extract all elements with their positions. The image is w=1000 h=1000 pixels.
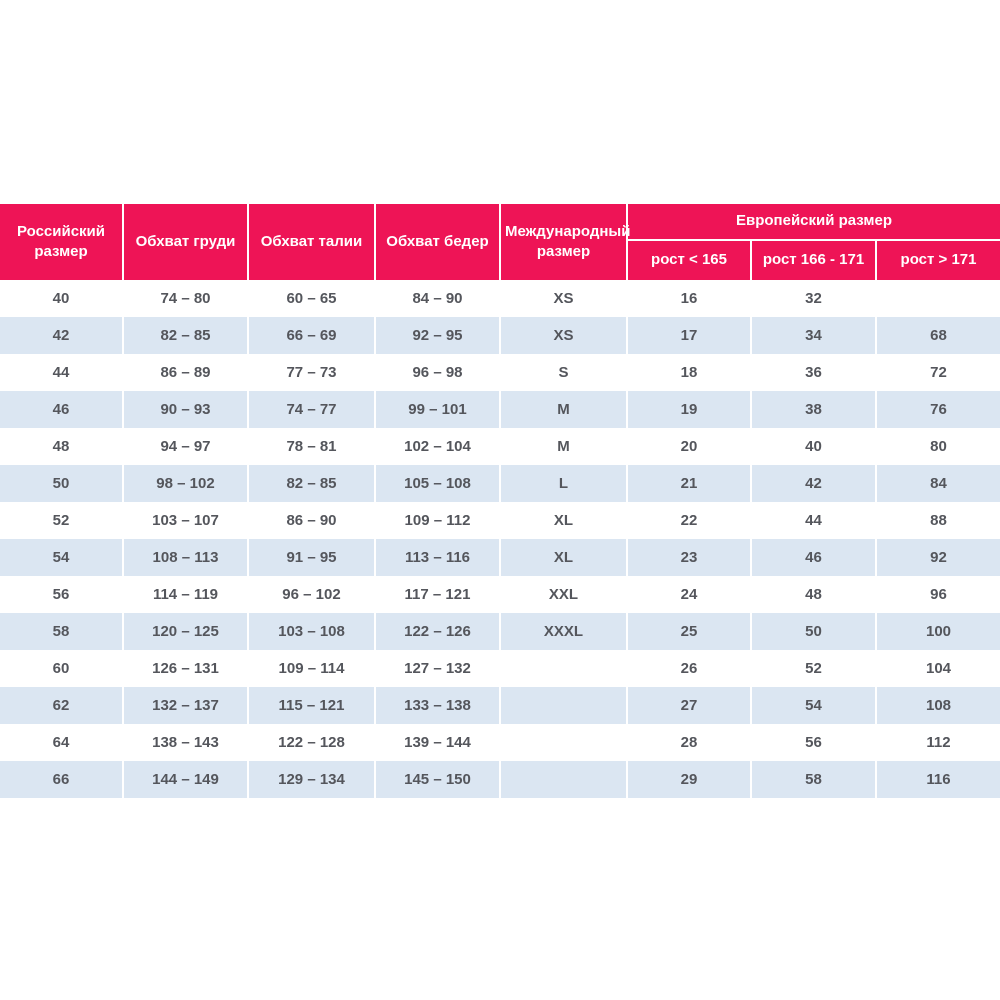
table-cell: 62 xyxy=(0,687,124,724)
table-cell: 68 xyxy=(877,317,1000,354)
table-row xyxy=(0,539,1000,576)
table-cell: 103 – 108 xyxy=(249,613,376,650)
table-cell: 46 xyxy=(752,539,877,576)
table-cell: 100 xyxy=(877,613,1000,650)
table-cell: 105 – 108 xyxy=(376,465,501,502)
table-cell: 50 xyxy=(752,613,877,650)
table-cell: 26 xyxy=(628,650,752,687)
table-cell: 96 xyxy=(877,576,1000,613)
table-cell: 91 – 95 xyxy=(249,539,376,576)
table-cell: 86 – 90 xyxy=(249,502,376,539)
table-cell: 44 xyxy=(0,354,124,391)
table-cell: 48 xyxy=(0,428,124,465)
header-chest: Обхват груди xyxy=(124,204,249,280)
table-cell: 103 – 107 xyxy=(124,502,249,539)
table-cell xyxy=(501,687,628,724)
table-cell: 27 xyxy=(628,687,752,724)
header-russian-size: Российский размер xyxy=(0,204,124,280)
table-cell: 64 xyxy=(0,724,124,761)
table-cell: 109 – 114 xyxy=(249,650,376,687)
table-cell: 80 xyxy=(877,428,1000,465)
table-cell: 46 xyxy=(0,391,124,428)
table-cell: XS xyxy=(501,317,628,354)
table-cell: XXXL xyxy=(501,613,628,650)
table-cell: 112 xyxy=(877,724,1000,761)
table-row xyxy=(0,761,1000,798)
table-cell: 109 – 112 xyxy=(376,502,501,539)
table-cell: 23 xyxy=(628,539,752,576)
table-cell: 56 xyxy=(752,724,877,761)
table-cell: 116 xyxy=(877,761,1000,798)
table-cell: 74 – 80 xyxy=(124,280,249,317)
table-cell: XL xyxy=(501,539,628,576)
table-cell: 138 – 143 xyxy=(124,724,249,761)
table-cell: 102 – 104 xyxy=(376,428,501,465)
table-cell: 113 – 116 xyxy=(376,539,501,576)
table-cell: 72 xyxy=(877,354,1000,391)
table-cell: 42 xyxy=(0,317,124,354)
header-height-166-171: рост 166 - 171 xyxy=(752,241,877,280)
table-header xyxy=(0,204,1000,280)
table-cell: 52 xyxy=(752,650,877,687)
table-cell: 54 xyxy=(0,539,124,576)
table-cell: 29 xyxy=(628,761,752,798)
table-cell: 90 – 93 xyxy=(124,391,249,428)
table-cell: 88 xyxy=(877,502,1000,539)
table-cell xyxy=(501,761,628,798)
table-cell: M xyxy=(501,428,628,465)
table-cell: 84 – 90 xyxy=(376,280,501,317)
table-cell: 92 xyxy=(877,539,1000,576)
table-cell: 34 xyxy=(752,317,877,354)
header-hips: Обхват бедер xyxy=(376,204,501,280)
table-cell: 145 – 150 xyxy=(376,761,501,798)
table-cell: 82 – 85 xyxy=(124,317,249,354)
header-waist: Обхват талии xyxy=(249,204,376,280)
table-cell: L xyxy=(501,465,628,502)
table-row xyxy=(0,428,1000,465)
table-cell: 66 xyxy=(0,761,124,798)
table-cell: 139 – 144 xyxy=(376,724,501,761)
table-cell: 122 – 128 xyxy=(249,724,376,761)
table-cell: 127 – 132 xyxy=(376,650,501,687)
header-international-size: Международный размер xyxy=(501,204,628,280)
table-cell: 78 – 81 xyxy=(249,428,376,465)
table-cell: 40 xyxy=(752,428,877,465)
table-cell: 66 – 69 xyxy=(249,317,376,354)
table-cell: XL xyxy=(501,502,628,539)
table-cell: 42 xyxy=(752,465,877,502)
table-cell: 96 – 102 xyxy=(249,576,376,613)
table-cell: 60 xyxy=(0,650,124,687)
table-cell: 94 – 97 xyxy=(124,428,249,465)
table-cell: 108 – 113 xyxy=(124,539,249,576)
table-cell: 114 – 119 xyxy=(124,576,249,613)
table-cell xyxy=(877,280,1000,317)
table-row xyxy=(0,724,1000,761)
table-cell: 48 xyxy=(752,576,877,613)
table-cell: 60 – 65 xyxy=(249,280,376,317)
table-cell: XXL xyxy=(501,576,628,613)
table-cell: M xyxy=(501,391,628,428)
table-cell: 96 – 98 xyxy=(376,354,501,391)
table-cell: 16 xyxy=(628,280,752,317)
table-cell: 117 – 121 xyxy=(376,576,501,613)
header-row-top xyxy=(0,204,1000,241)
table-cell: 77 – 73 xyxy=(249,354,376,391)
table-cell: 74 – 77 xyxy=(249,391,376,428)
header-height-gt-171: рост > 171 xyxy=(877,241,1000,280)
table-cell: 25 xyxy=(628,613,752,650)
table-row xyxy=(0,613,1000,650)
table-cell: 22 xyxy=(628,502,752,539)
table-cell: 92 – 95 xyxy=(376,317,501,354)
table-cell: 122 – 126 xyxy=(376,613,501,650)
table-cell: 144 – 149 xyxy=(124,761,249,798)
table-cell: 58 xyxy=(0,613,124,650)
table-cell: 133 – 138 xyxy=(376,687,501,724)
table-cell: 50 xyxy=(0,465,124,502)
table-cell: 52 xyxy=(0,502,124,539)
table-cell: 120 – 125 xyxy=(124,613,249,650)
size-table-body xyxy=(0,280,1000,798)
size-chart-table xyxy=(0,204,1000,798)
table-cell: 21 xyxy=(628,465,752,502)
table-cell: 18 xyxy=(628,354,752,391)
table-cell: 86 – 89 xyxy=(124,354,249,391)
table-cell: 32 xyxy=(752,280,877,317)
table-row xyxy=(0,391,1000,428)
table-cell: 98 – 102 xyxy=(124,465,249,502)
table-row xyxy=(0,354,1000,391)
table-cell: 58 xyxy=(752,761,877,798)
table-row xyxy=(0,650,1000,687)
table-row xyxy=(0,576,1000,613)
table-cell: 28 xyxy=(628,724,752,761)
table-cell: 56 xyxy=(0,576,124,613)
table-cell: 17 xyxy=(628,317,752,354)
table-cell: 36 xyxy=(752,354,877,391)
table-cell: 20 xyxy=(628,428,752,465)
table-row xyxy=(0,280,1000,317)
table-cell: 84 xyxy=(877,465,1000,502)
table-cell: 104 xyxy=(877,650,1000,687)
table-row xyxy=(0,687,1000,724)
table-cell: 24 xyxy=(628,576,752,613)
table-row xyxy=(0,465,1000,502)
table-cell: 19 xyxy=(628,391,752,428)
table-cell: 54 xyxy=(752,687,877,724)
table-cell xyxy=(501,650,628,687)
table-cell: 76 xyxy=(877,391,1000,428)
table-cell: 44 xyxy=(752,502,877,539)
table-cell: 108 xyxy=(877,687,1000,724)
table-row xyxy=(0,317,1000,354)
header-height-lt-165: рост < 165 xyxy=(628,241,752,280)
table-cell: 132 – 137 xyxy=(124,687,249,724)
table-row xyxy=(0,502,1000,539)
table-cell: S xyxy=(501,354,628,391)
table-cell: 38 xyxy=(752,391,877,428)
table-cell: 99 – 101 xyxy=(376,391,501,428)
table-cell: 40 xyxy=(0,280,124,317)
table-cell: 115 – 121 xyxy=(249,687,376,724)
table-cell: 126 – 131 xyxy=(124,650,249,687)
header-european-size-group: Европейский размер xyxy=(628,204,1000,241)
table-cell: 82 – 85 xyxy=(249,465,376,502)
table-cell: 129 – 134 xyxy=(249,761,376,798)
table-cell: XS xyxy=(501,280,628,317)
table-cell xyxy=(501,724,628,761)
